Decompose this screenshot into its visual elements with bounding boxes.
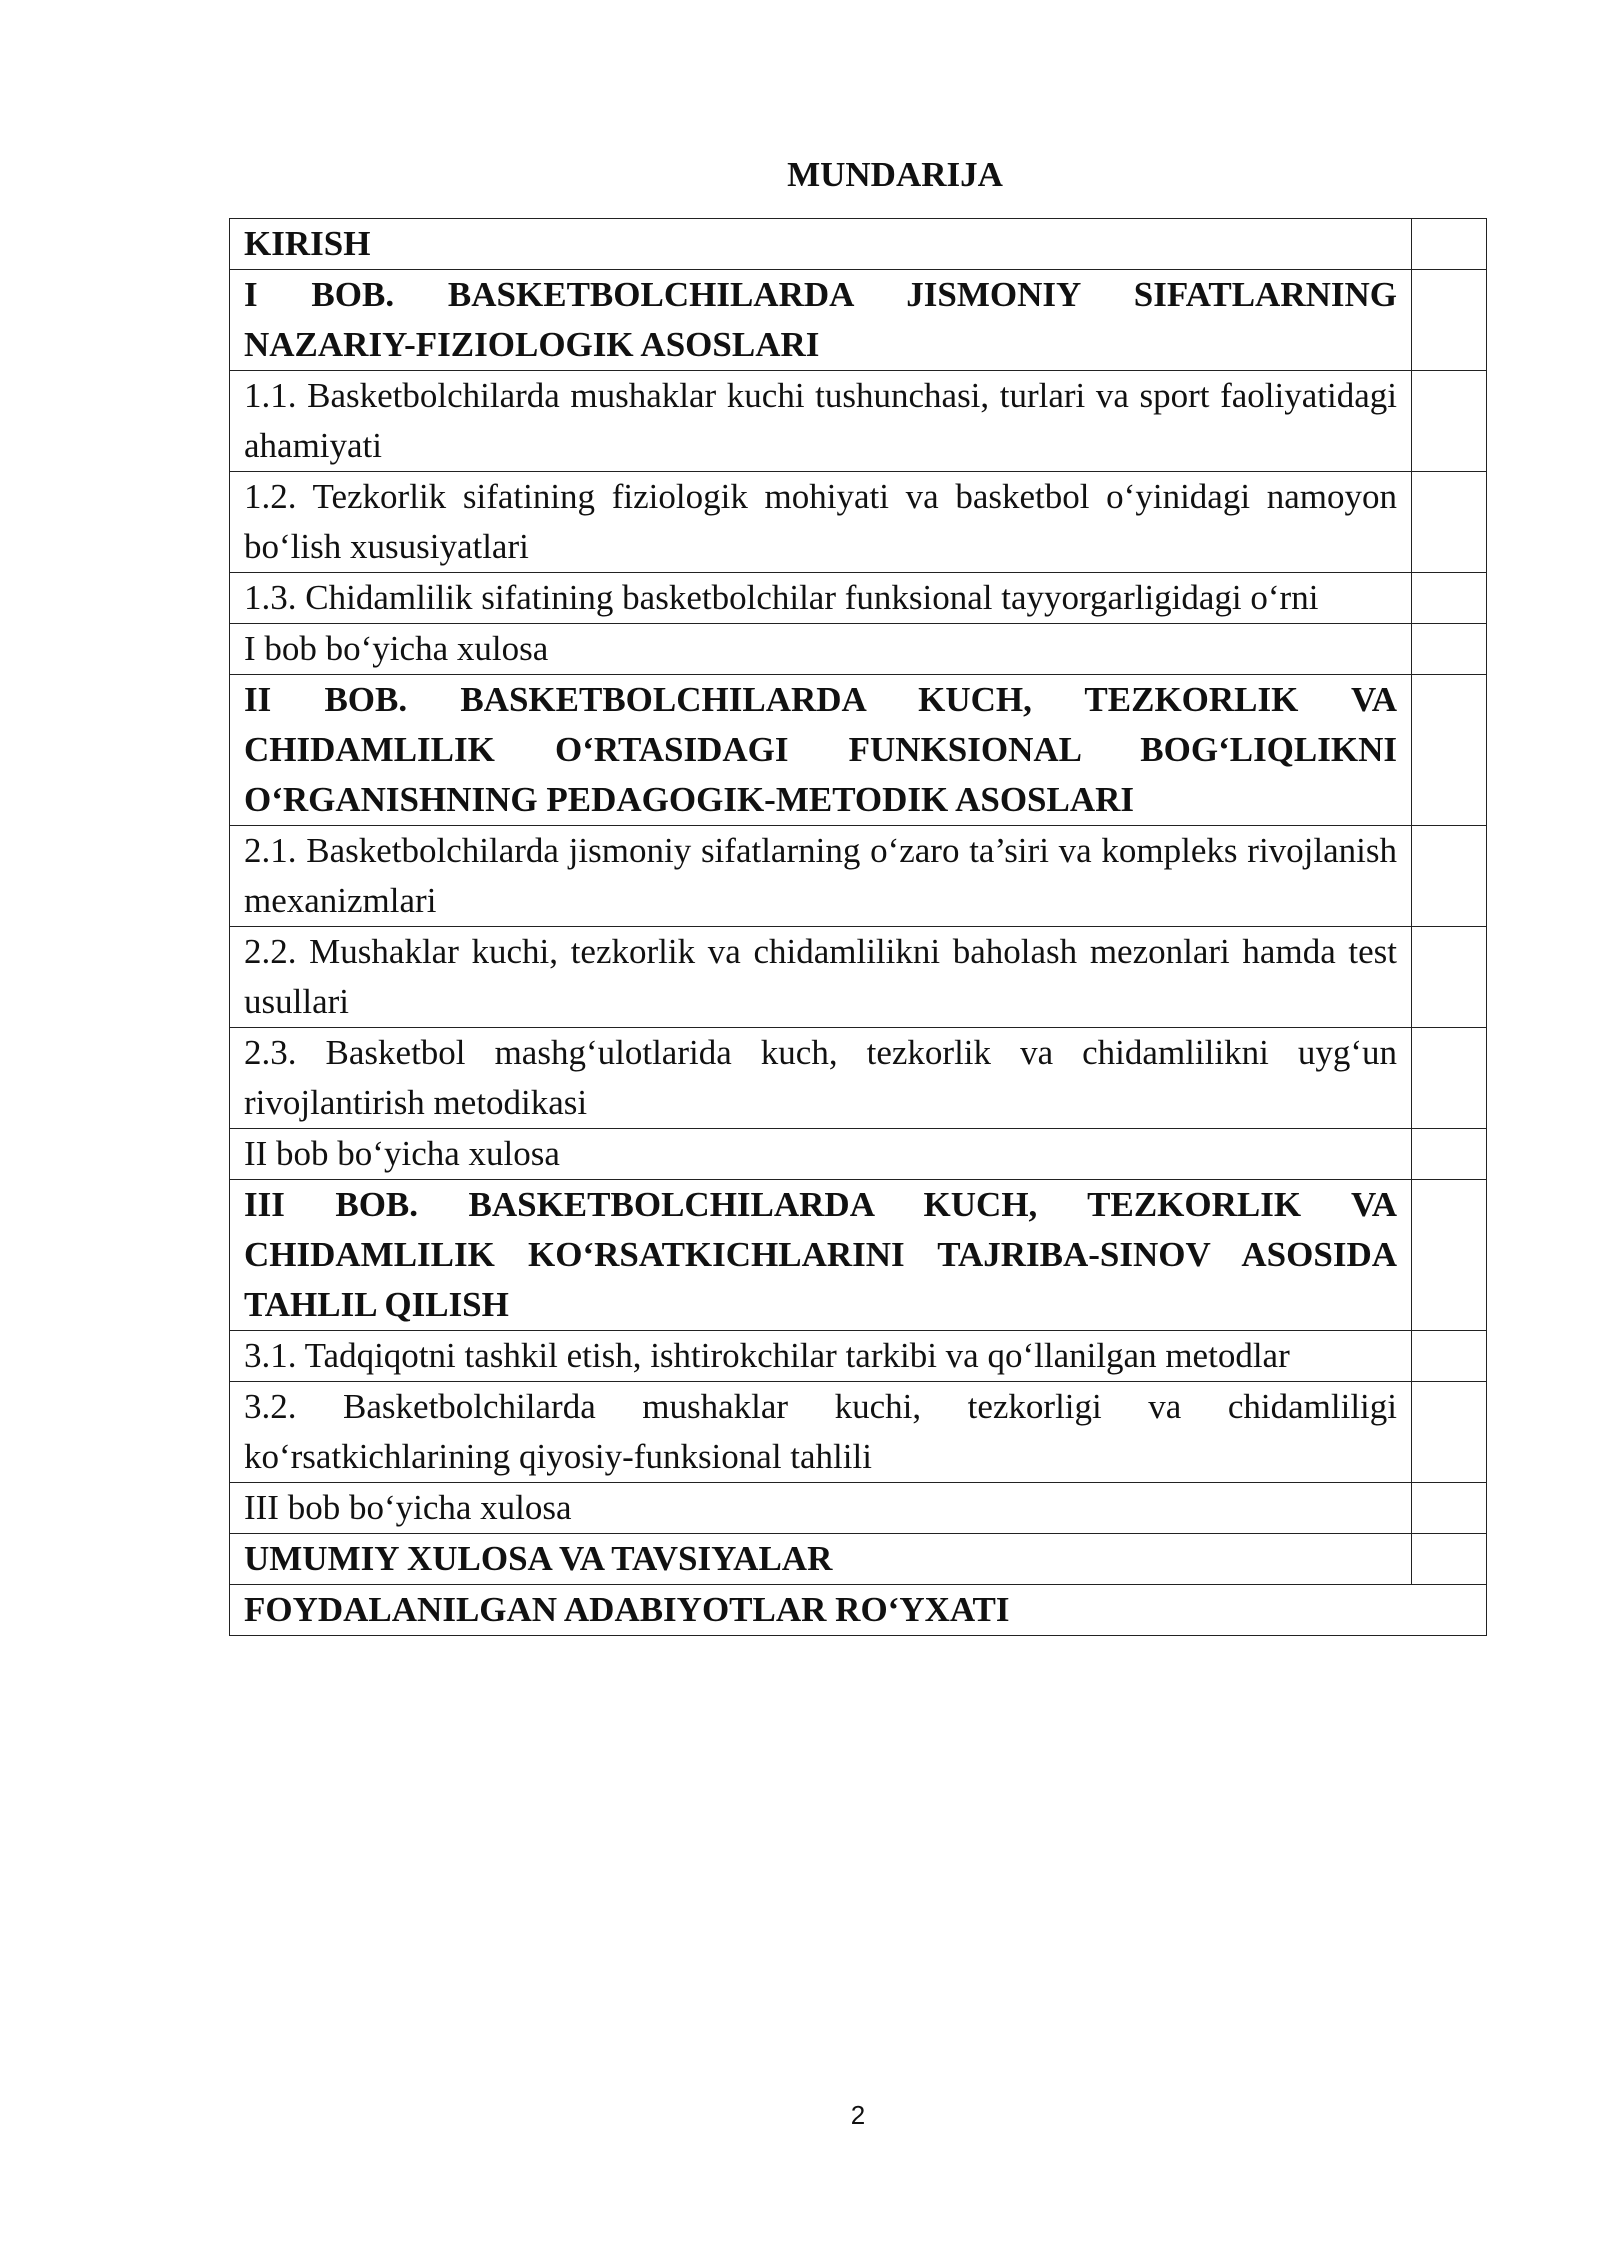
toc-page-cell xyxy=(1412,1331,1487,1382)
toc-entry: UMUMIY XULOSA VA TAVSIYALAR xyxy=(230,1534,1412,1585)
toc-row xyxy=(230,1585,1487,1636)
toc-page-cell xyxy=(1412,472,1487,573)
toc-entry: 3.1. Tadqiqotni tashkil etish, ishtirokchilar tarkibi va qo‘llanilgan metodlar xyxy=(230,1331,1412,1382)
toc-page-cell xyxy=(1412,219,1487,270)
toc-page-cell xyxy=(1412,1129,1487,1180)
toc-entry: II bob bo‘yicha xulosa xyxy=(230,1129,1412,1180)
page-title: MUNDARIJA xyxy=(787,155,1003,194)
page-number: 2 xyxy=(850,2100,866,2130)
toc-page-cell xyxy=(1412,675,1487,826)
toc-row xyxy=(230,1483,1487,1534)
toc-entry: I BOB. BASKETBOLCHILARDA JISMONIY SIFATLARNING NAZARIY-FIZIOLOGIK ASOSLARI xyxy=(230,270,1412,371)
toc-row xyxy=(230,1534,1487,1585)
toc-page-cell xyxy=(1412,1180,1487,1331)
toc-page-cell xyxy=(1412,624,1487,675)
toc-page-cell xyxy=(1412,371,1487,472)
toc-page-cell xyxy=(1412,1483,1487,1534)
toc-entry: 1.2. Tezkorlik sifatining fiziologik mohiyati va basketbol o‘yinidagi namoyon bo‘lish xususiyatlari xyxy=(230,472,1412,573)
toc-row xyxy=(230,472,1487,573)
toc-entry: III BOB. BASKETBOLCHILARDA KUCH, TEZKORLIK VA CHIDAMLILIK KO‘RSATKICHLARINI TAJRIBA-SINOV ASOSIDA TAHLIL QILISH xyxy=(230,1180,1412,1331)
toc-page-cell xyxy=(1412,826,1487,927)
toc-entry: 1.1. Basketbolchilarda mushaklar kuchi tushunchasi, turlari va sport faoliyatidagi ahamiyati xyxy=(230,371,1412,472)
toc-row xyxy=(230,826,1487,927)
toc-entry: 2.2. Mushaklar kuchi, tezkorlik va chidamlilikni baholash mezonlari hamda test usullari xyxy=(230,927,1412,1028)
toc-row xyxy=(230,927,1487,1028)
toc-entry: II BOB. BASKETBOLCHILARDA KUCH, TEZKORLIK VA CHIDAMLILIK O‘RTASIDAGI FUNKSIONAL BOG‘LIQLIKNI O‘RGANISHNING PEDAGOGIK-METODIK ASOSLARI xyxy=(230,675,1412,826)
toc-entry: III bob bo‘yicha xulosa xyxy=(230,1483,1412,1534)
toc-row xyxy=(230,1129,1487,1180)
toc-page-cell xyxy=(1412,1382,1487,1483)
toc-entry: 2.3. Basketbol mashg‘ulotlarida kuch, tezkorlik va chidamlilikni uyg‘un rivojlantirish metodikasi xyxy=(230,1028,1412,1129)
toc-page-cell xyxy=(1412,1534,1487,1585)
toc-body xyxy=(230,219,1487,1636)
toc-row xyxy=(230,270,1487,371)
toc-entry-bibliography: FOYDALANILGAN ADABIYOTLAR RO‘YXATI xyxy=(230,1585,1487,1636)
toc-row xyxy=(230,675,1487,826)
toc-entry: I bob bo‘yicha xulosa xyxy=(230,624,1412,675)
table-of-contents xyxy=(229,218,1487,1636)
toc-page-cell xyxy=(1412,927,1487,1028)
toc-row xyxy=(230,624,1487,675)
toc-entry: 1.3. Chidamlilik sifatining basketbolchilar funksional tayyorgarligidagi o‘rni xyxy=(230,573,1412,624)
toc-page-cell xyxy=(1412,573,1487,624)
toc-row xyxy=(230,371,1487,472)
toc-row xyxy=(230,1028,1487,1129)
toc-entry: KIRISH xyxy=(230,219,1412,270)
toc-row xyxy=(230,1331,1487,1382)
toc-row xyxy=(230,1382,1487,1483)
toc-row xyxy=(230,573,1487,624)
toc-entry: 2.1. Basketbolchilarda jismoniy sifatlarning o‘zaro ta’siri va kompleks rivojlanish mexanizmlari xyxy=(230,826,1412,927)
toc-row xyxy=(230,1180,1487,1331)
toc-page-cell xyxy=(1412,1028,1487,1129)
toc-entry: 3.2. Basketbolchilarda mushaklar kuchi, tezkorligi va chidamliligi ko‘rsatkichlarining qiyosiy-funksional tahlili xyxy=(230,1382,1412,1483)
toc-row xyxy=(230,219,1487,270)
toc-page-cell xyxy=(1412,270,1487,371)
